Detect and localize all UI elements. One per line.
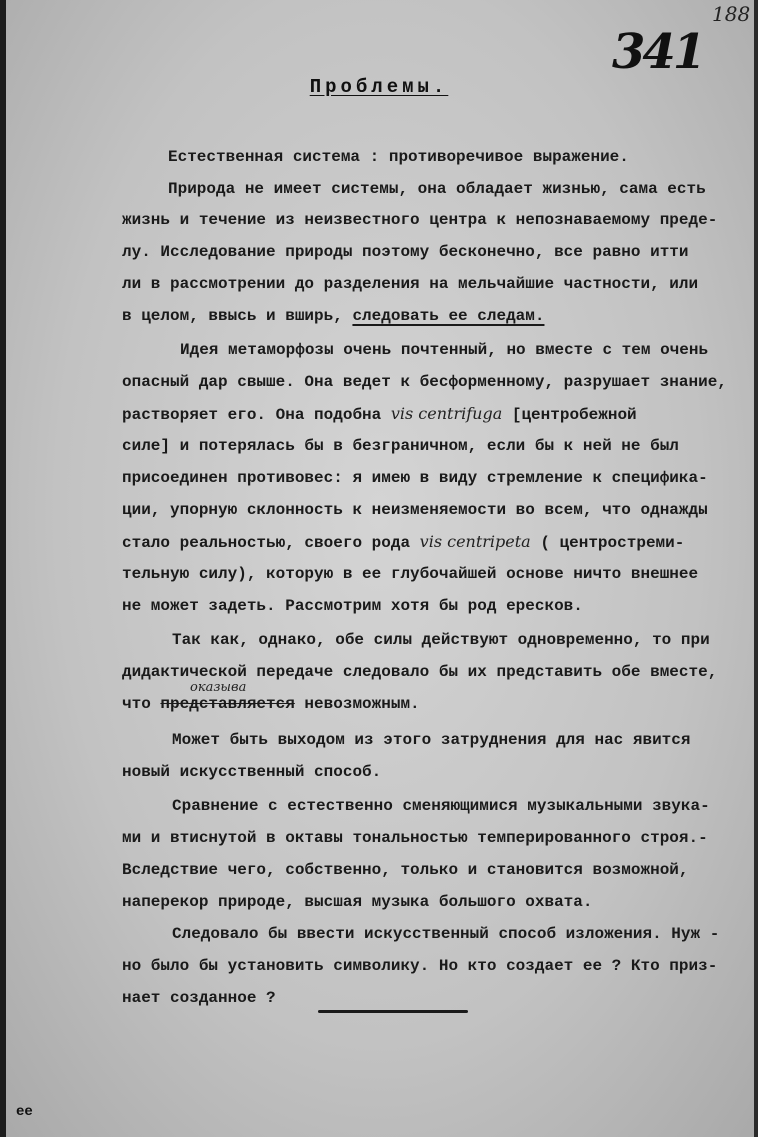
text-line: нает созданное ? <box>122 989 276 1007</box>
handwritten-insertion: оказыва <box>190 680 247 695</box>
text-line: Сравнение с естественно сменяющимися музыкальными звука- <box>172 797 710 815</box>
struck-word: представляется <box>160 695 295 713</box>
handwritten-term: vis centripeta <box>419 532 531 551</box>
text-line: ми и втиснутой в октавы тональностью темперированного строя.- <box>122 829 708 847</box>
text-line: наперекор природе, высшая музыка большого охвата. <box>122 893 593 911</box>
text-line: Так как, однако, обе силы действуют одновременно, то при <box>172 631 710 649</box>
text-line: присоединен противовес: я имею в виду стремление к специфика- <box>122 469 708 487</box>
text-line: лу. Исследование природы поэтому бесконечно, все равно итти <box>122 243 689 261</box>
sheet-number: 341 <box>612 24 704 80</box>
text-line: опасный дар свыше. Она ведет к бесформенному, разрушает знание, <box>122 373 727 391</box>
text-line: но было бы установить символику. Но кто создает ее ? Кто приз- <box>122 957 718 975</box>
text-line: Естественная система : противоречивое выражение. <box>168 148 629 166</box>
page-title: Проблемы. <box>309 76 449 98</box>
text-line: жизнь и течение из неизвестного центра к непознаваемому преде- <box>122 211 718 229</box>
text-line: силе] и потерялась бы в безграничном, если бы к ней не был <box>122 437 679 455</box>
handwritten-term: vis centrifuga <box>390 404 503 423</box>
text-line: Следовало бы ввести искусственный способ изложения. Нуж - <box>172 925 720 943</box>
text-line: Идея метаморфозы очень почтенный, но вместе с тем очень <box>180 341 709 359</box>
text-line: растворяет его. Она подобна vis centrifuga [центробежной <box>122 404 637 424</box>
text-line: что представляется невозможным. <box>122 695 420 713</box>
text-line: Природа не имеет системы, она обладает жизнью, сама есть <box>168 180 706 198</box>
text-line: ции, упорную склонность к неизменяемости во всем, что однажды <box>122 501 708 519</box>
text-line: новый искусственный способ. <box>122 763 382 781</box>
text-line: Может быть выходом из этого затруднения для нас явится <box>172 731 691 749</box>
text-line: стало реальностью, своего рода vis centripeta ( центростреми- <box>122 532 685 552</box>
footer-mark: ee <box>16 1104 33 1120</box>
text-line: в целом, ввысь и вширь, следовать ее следам. <box>122 307 545 325</box>
scan-edge-right <box>754 0 758 1137</box>
underlined-phrase: следовать ее следам. <box>352 307 545 325</box>
text-line: не может задеть. Рассмотрим хотя бы род ересков. <box>122 597 583 615</box>
text-line: Вследствие чего, собственно, только и становится возможной, <box>122 861 689 879</box>
text-line: тельную силу), которую в ее глубочайшей основе ничто внешнее <box>122 565 699 583</box>
archive-number: 188 <box>712 2 751 26</box>
text-line: дидактической передаче следовало бы их представить обе вместе, <box>122 663 718 681</box>
closing-rule <box>318 1010 468 1013</box>
scan-edge-left <box>0 0 6 1137</box>
text-line: ли в рассмотрении до разделения на мельчайшие частности, или <box>122 275 699 293</box>
